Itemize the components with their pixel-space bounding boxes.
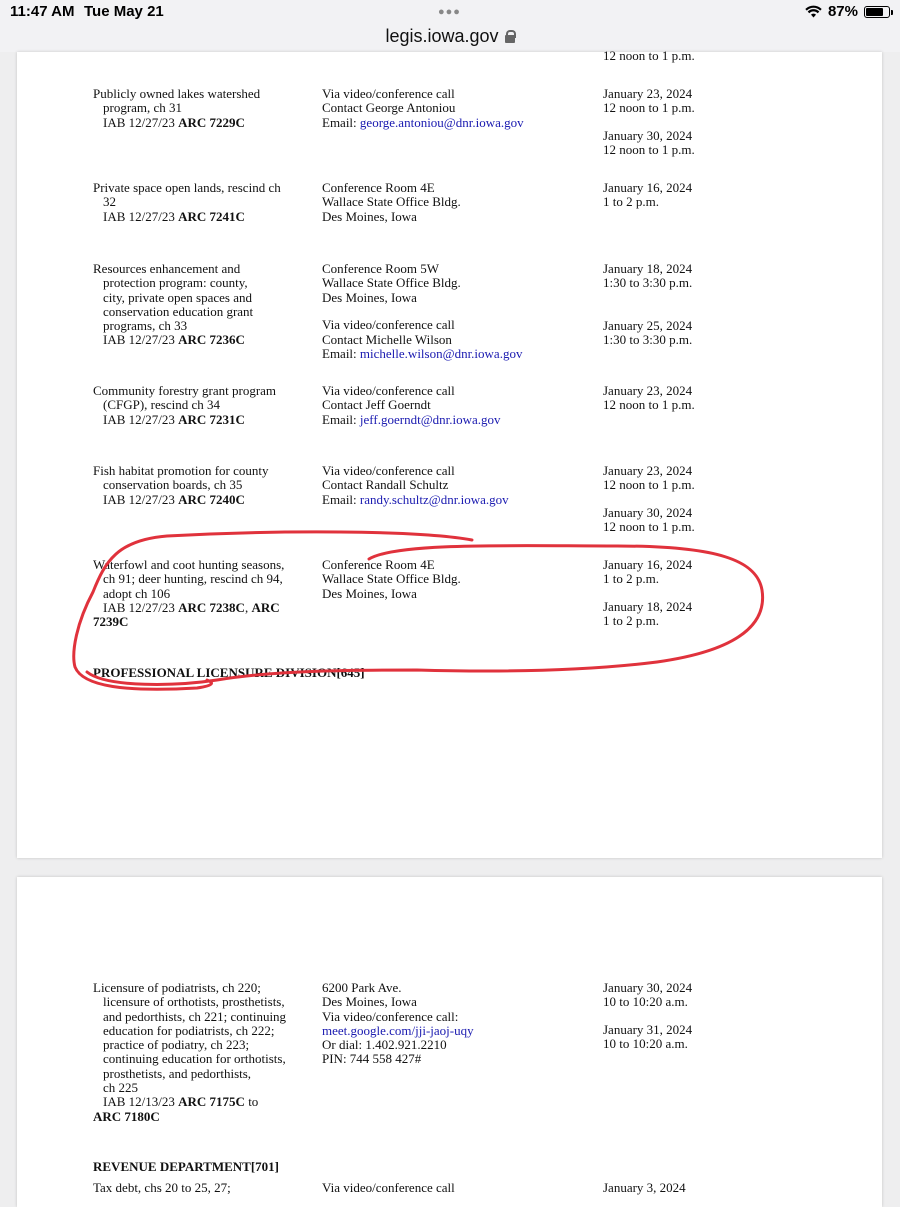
email-link[interactable]: george.antoniou@dnr.iowa.gov: [359, 114, 524, 130]
entry-dates: January 18, 2024 1:30 to 3:30 p.m. January 25, 2024 1:30 to 3:30 p.m.: [603, 261, 693, 347]
entry-dates: January 23, 2024 12 noon to 1 p.m. January 30, 2024 12 noon to 1 p.m.: [603, 463, 695, 535]
entry-description: Waterfowl and coot hunting seasons, ch 91; deer hunting, rescind ch 94, adopt ch 106 IAB 12/27/23 ARC 7238C, ARC 7239C: [93, 557, 285, 630]
battery-percent: 87%: [827, 3, 858, 20]
entry-location: Via video/conference call Contact Jeff Goerndt Email: jeff.goerndt@dnr.iowa.gov: [322, 383, 501, 427]
lock-icon: [505, 30, 515, 43]
status-right: [805, 3, 890, 20]
entry-location: Via video/conference call Contact Randall Schultz Email: randy.schultz@dnr.iowa.gov: [322, 463, 509, 507]
section-header: PROFESSIONAL LICENSURE DIVISION[645]: [93, 665, 365, 680]
status-time: 11:47 AM: [10, 3, 75, 20]
address-bar[interactable]: [0, 24, 900, 52]
entry-dates: January 3, 2024: [603, 1180, 686, 1195]
entry-dates: January 16, 2024 1 to 2 p.m.: [603, 180, 693, 210]
entry-location: Via video/conference call: [322, 1180, 455, 1195]
status-date: Tue May 21: [84, 3, 164, 20]
entry-location: Conference Room 5W Wallace State Office Bldg. Des Moines, Iowa Via video/conference call Contact Michelle Wilson Email: michelle.wilson@dnr.iowa.gov: [322, 261, 523, 362]
entry-description: Tax debt, chs 20 to 25, 27;: [93, 1180, 231, 1195]
entry-location: Conference Room 4E Wallace State Office Bldg. Des Moines, Iowa: [322, 180, 461, 224]
section-header: REVENUE DEPARTMENT[701]: [93, 1159, 279, 1174]
tab-grabber-dots-icon[interactable]: ●●●: [438, 6, 461, 18]
entry-dates: January 30, 2024 10 to 10:20 a.m. January 31, 2024 10 to 10:20 a.m.: [603, 980, 693, 1052]
carryover-time: 12 noon to 1 p.m.: [603, 48, 695, 63]
entry-dates: January 16, 2024 1 to 2 p.m. January 18, 2024 1 to 2 p.m.: [603, 557, 693, 629]
entry-description: Private space open lands, rescind ch 32 IAB 12/27/23 ARC 7241C: [93, 180, 281, 224]
entry-description: Resources enhancement and protection program: county, city, private open spaces and conservation education grant programs, ch 33 IAB 12/27/23 ARC 7236C: [93, 261, 254, 348]
entry-dates: January 23, 2024 12 noon to 1 p.m. January 30, 2024 12 noon to 1 p.m.: [603, 86, 695, 158]
entry-description: Community forestry grant program (CFGP), rescind ch 34 IAB 12/27/23 ARC 7231C: [93, 383, 277, 427]
meet-link[interactable]: meet.google.com/jji-jaoj-uqy: [322, 1022, 474, 1038]
address-inner[interactable]: [385, 26, 514, 47]
entry-description: Publicly owned lakes watershed program, ch 31 IAB 12/27/23 ARC 7229C: [93, 86, 261, 130]
red-circle-annotation: [17, 52, 882, 858]
battery-icon: [864, 6, 890, 18]
email-link[interactable]: randy.schultz@dnr.iowa.gov: [359, 491, 509, 507]
entry-location: 6200 Park Ave. Des Moines, Iowa Via video/conference call: meet.google.com/jji-jaoj-uqy Or dial: 1.402.921.2210 PIN: 744 558 427#: [322, 980, 474, 1067]
entry-dates: January 23, 2024 12 noon to 1 p.m.: [603, 383, 695, 413]
email-link[interactable]: jeff.goerndt@dnr.iowa.gov: [359, 411, 501, 427]
document-page-2: [17, 877, 882, 1207]
document-page-1: [17, 48, 882, 858]
entry-description: Licensure of podiatrists, ch 220; licensure of orthotists, prosthetists, and pedorthists, ch 221; continuing education for podiatrists, ch 222; practice of podiatry, ch 223; continuing education for orthotists, prosthetists, and pedorthists, ch 225 IAB 12/13/23 ARC 7175C to ARC 7180C: [93, 980, 287, 1124]
wifi-icon: [805, 5, 822, 18]
url-text[interactable]: legis.iowa.gov: [385, 26, 499, 46]
entry-description: Fish habitat promotion for county conservation boards, ch 35 IAB 12/27/23 ARC 7240C: [93, 463, 269, 507]
status-bar: [0, 0, 900, 24]
battery-fill: [866, 8, 883, 16]
email-link[interactable]: michelle.wilson@dnr.iowa.gov: [359, 346, 523, 362]
entry-location: Conference Room 4E Wallace State Office Bldg. Des Moines, Iowa: [322, 557, 461, 601]
battery-tip: [891, 10, 893, 15]
entry-location: Via video/conference call Contact George Antoniou Email: george.antoniou@dnr.iowa.gov: [322, 86, 524, 130]
